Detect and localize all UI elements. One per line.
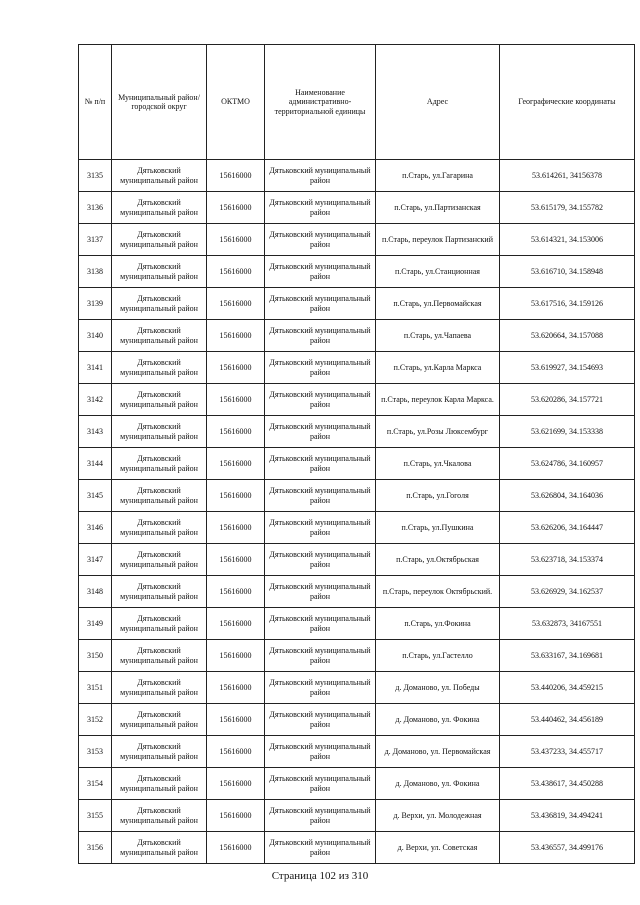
cell-adm-unit: Дятьковский муниципальный район <box>265 256 376 288</box>
cell-district: Дятьковский муниципальный район <box>112 736 207 768</box>
cell-num: 3142 <box>79 384 112 416</box>
header-district: Муниципальный район/городской округ <box>112 45 207 160</box>
cell-num: 3138 <box>79 256 112 288</box>
cell-adm-unit: Дятьковский муниципальный район <box>265 672 376 704</box>
table-row <box>79 416 635 448</box>
table-row <box>79 576 635 608</box>
table-row <box>79 672 635 704</box>
page-label: Страница <box>271 870 317 882</box>
cell-coords: 53.621699, 34.153338 <box>500 416 635 448</box>
table-row <box>79 224 635 256</box>
cell-num: 3151 <box>79 672 112 704</box>
of-label: из <box>338 870 350 882</box>
header-oktmo: ОКТМО <box>207 45 265 160</box>
cell-num: 3143 <box>79 416 112 448</box>
cell-adm-unit: Дятьковский муниципальный район <box>265 192 376 224</box>
cell-coords: 53.614261, 34156378 <box>500 160 635 192</box>
cell-oktmo: 15616000 <box>207 256 265 288</box>
cell-coords: 53.438617, 34.450288 <box>500 768 635 800</box>
cell-district: Дятьковский муниципальный район <box>112 416 207 448</box>
table-row <box>79 480 635 512</box>
cell-adm-unit: Дятьковский муниципальный район <box>265 480 376 512</box>
cell-num: 3155 <box>79 800 112 832</box>
cell-coords: 53.436819, 34.494241 <box>500 800 635 832</box>
cell-num: 3140 <box>79 320 112 352</box>
table-row <box>79 832 635 864</box>
table-row <box>79 320 635 352</box>
cell-adm-unit: Дятьковский муниципальный район <box>265 704 376 736</box>
cell-num: 3152 <box>79 704 112 736</box>
cell-coords: 53.437233, 34.455717 <box>500 736 635 768</box>
cell-num: 3149 <box>79 608 112 640</box>
cell-district: Дятьковский муниципальный район <box>112 224 207 256</box>
cell-coords: 53.440206, 34.459215 <box>500 672 635 704</box>
cell-district: Дятьковский муниципальный район <box>112 608 207 640</box>
cell-oktmo: 15616000 <box>207 320 265 352</box>
cell-coords: 53.632873, 34167551 <box>500 608 635 640</box>
cell-oktmo: 15616000 <box>207 608 265 640</box>
header-address: Адрес <box>376 45 500 160</box>
cell-district: Дятьковский муниципальный район <box>112 320 207 352</box>
cell-num: 3145 <box>79 480 112 512</box>
total-pages: 310 <box>351 870 369 882</box>
cell-oktmo: 15616000 <box>207 576 265 608</box>
table-row <box>79 704 635 736</box>
cell-district: Дятьковский муниципальный район <box>112 672 207 704</box>
cell-coords: 53.616710, 34.158948 <box>500 256 635 288</box>
cell-coords: 53.619927, 34.154693 <box>500 352 635 384</box>
header-coords: Географические координаты <box>500 45 635 160</box>
cell-coords: 53.626804, 34.164036 <box>500 480 635 512</box>
table-row <box>79 544 635 576</box>
cell-district: Дятьковский муниципальный район <box>112 480 207 512</box>
cell-oktmo: 15616000 <box>207 544 265 576</box>
cell-num: 3141 <box>79 352 112 384</box>
cell-num: 3146 <box>79 512 112 544</box>
table-row <box>79 448 635 480</box>
cell-adm-unit: Дятьковский муниципальный район <box>265 640 376 672</box>
cell-adm-unit: Дятьковский муниципальный район <box>265 768 376 800</box>
cell-address: п.Старь, ул.Карла Маркса <box>376 352 500 384</box>
table-row <box>79 800 635 832</box>
header-num: № п/п <box>79 45 112 160</box>
cell-address: п.Старь, ул.Партизанская <box>376 192 500 224</box>
cell-coords: 53.623718, 34.153374 <box>500 544 635 576</box>
cell-district: Дятьковский муниципальный район <box>112 640 207 672</box>
table-row <box>79 256 635 288</box>
cell-coords: 53.436557, 34.499176 <box>500 832 635 864</box>
cell-address: п.Старь, ул.Гоголя <box>376 480 500 512</box>
cell-num: 3135 <box>79 160 112 192</box>
cell-district: Дятьковский муниципальный район <box>112 160 207 192</box>
cell-coords: 53.626206, 34.164447 <box>500 512 635 544</box>
cell-address: п.Старь, ул.Станционная <box>376 256 500 288</box>
cell-num: 3150 <box>79 640 112 672</box>
cell-address: п.Старь, ул.Гастелло <box>376 640 500 672</box>
cell-num: 3156 <box>79 832 112 864</box>
cell-oktmo: 15616000 <box>207 416 265 448</box>
cell-district: Дятьковский муниципальный район <box>112 288 207 320</box>
cell-address: д. Доманово, ул. Фокина <box>376 704 500 736</box>
cell-coords: 53.617516, 34.159126 <box>500 288 635 320</box>
cell-district: Дятьковский муниципальный район <box>112 576 207 608</box>
cell-district: Дятьковский муниципальный район <box>112 256 207 288</box>
cell-coords: 53.620286, 34.157721 <box>500 384 635 416</box>
cell-oktmo: 15616000 <box>207 768 265 800</box>
cell-adm-unit: Дятьковский муниципальный район <box>265 512 376 544</box>
page-number: 102 <box>319 870 337 882</box>
cell-adm-unit: Дятьковский муниципальный район <box>265 160 376 192</box>
cell-address: д. Доманово, ул. Фокина <box>376 768 500 800</box>
cell-address: п.Старь, переулок Карла Маркса. <box>376 384 500 416</box>
cell-district: Дятьковский муниципальный район <box>112 544 207 576</box>
cell-coords: 53.620664, 34.157088 <box>500 320 635 352</box>
cell-coords: 53.633167, 34.169681 <box>500 640 635 672</box>
cell-adm-unit: Дятьковский муниципальный район <box>265 448 376 480</box>
table-header-row <box>79 45 635 160</box>
cell-oktmo: 15616000 <box>207 704 265 736</box>
cell-oktmo: 15616000 <box>207 160 265 192</box>
cell-address: п.Старь, ул.Гагарина <box>376 160 500 192</box>
table-row <box>79 608 635 640</box>
cell-oktmo: 15616000 <box>207 640 265 672</box>
cell-adm-unit: Дятьковский муниципальный район <box>265 224 376 256</box>
cell-district: Дятьковский муниципальный район <box>112 384 207 416</box>
cell-oktmo: 15616000 <box>207 288 265 320</box>
cell-num: 3153 <box>79 736 112 768</box>
cell-address: п.Старь, ул.Чкалова <box>376 448 500 480</box>
cell-district: Дятьковский муниципальный район <box>112 448 207 480</box>
table-row <box>79 640 635 672</box>
cell-coords: 53.624786, 34.160957 <box>500 448 635 480</box>
cell-adm-unit: Дятьковский муниципальный район <box>265 832 376 864</box>
cell-address: п.Старь, переулок Октябрьский. <box>376 576 500 608</box>
cell-coords: 53.614321, 34.153006 <box>500 224 635 256</box>
cell-district: Дятьковский муниципальный район <box>112 800 207 832</box>
cell-district: Дятьковский муниципальный район <box>112 832 207 864</box>
address-register-table <box>78 44 635 864</box>
cell-district: Дятьковский муниципальный район <box>112 704 207 736</box>
document-page <box>78 44 634 864</box>
cell-oktmo: 15616000 <box>207 224 265 256</box>
table-row <box>79 160 635 192</box>
cell-oktmo: 15616000 <box>207 448 265 480</box>
cell-oktmo: 15616000 <box>207 736 265 768</box>
cell-address: п.Старь, ул.Фокина <box>376 608 500 640</box>
cell-adm-unit: Дятьковский муниципальный район <box>265 608 376 640</box>
cell-num: 3144 <box>79 448 112 480</box>
cell-adm-unit: Дятьковский муниципальный район <box>265 320 376 352</box>
cell-num: 3147 <box>79 544 112 576</box>
cell-adm-unit: Дятьковский муниципальный район <box>265 544 376 576</box>
cell-coords: 53.615179, 34.155782 <box>500 192 635 224</box>
table-row <box>79 288 635 320</box>
cell-adm-unit: Дятьковский муниципальный район <box>265 352 376 384</box>
cell-num: 3139 <box>79 288 112 320</box>
table-row <box>79 512 635 544</box>
cell-address: д. Верхи, ул. Советская <box>376 832 500 864</box>
cell-oktmo: 15616000 <box>207 480 265 512</box>
cell-address: п.Старь, переулок Партизанский <box>376 224 500 256</box>
cell-oktmo: 15616000 <box>207 352 265 384</box>
cell-num: 3137 <box>79 224 112 256</box>
cell-adm-unit: Дятьковский муниципальный район <box>265 576 376 608</box>
cell-adm-unit: Дятьковский муниципальный район <box>265 736 376 768</box>
cell-address: п.Старь, ул.Первомайская <box>376 288 500 320</box>
cell-oktmo: 15616000 <box>207 384 265 416</box>
cell-num: 3154 <box>79 768 112 800</box>
cell-oktmo: 15616000 <box>207 800 265 832</box>
cell-district: Дятьковский муниципальный район <box>112 512 207 544</box>
table-row <box>79 768 635 800</box>
cell-adm-unit: Дятьковский муниципальный район <box>265 288 376 320</box>
cell-address: д. Верхи, ул. Молодежная <box>376 800 500 832</box>
cell-district: Дятьковский муниципальный район <box>112 768 207 800</box>
cell-oktmo: 15616000 <box>207 512 265 544</box>
cell-address: п.Старь, ул.Пушкина <box>376 512 500 544</box>
cell-address: п.Старь, ул.Октябрьская <box>376 544 500 576</box>
cell-num: 3136 <box>79 192 112 224</box>
cell-oktmo: 15616000 <box>207 192 265 224</box>
cell-address: д. Доманово, ул. Первомайская <box>376 736 500 768</box>
cell-address: п.Старь, ул.Чапаева <box>376 320 500 352</box>
table-row <box>79 736 635 768</box>
cell-oktmo: 15616000 <box>207 832 265 864</box>
cell-num: 3148 <box>79 576 112 608</box>
cell-coords: 53.440462, 34.456189 <box>500 704 635 736</box>
cell-oktmo: 15616000 <box>207 672 265 704</box>
cell-address: д. Доманово, ул. Победы <box>376 672 500 704</box>
cell-district: Дятьковский муниципальный район <box>112 352 207 384</box>
cell-adm-unit: Дятьковский муниципальный район <box>265 384 376 416</box>
table-row <box>79 192 635 224</box>
table-row <box>79 352 635 384</box>
cell-address: п.Старь, ул.Розы Люксембург <box>376 416 500 448</box>
cell-coords: 53.626929, 34.162537 <box>500 576 635 608</box>
cell-district: Дятьковский муниципальный район <box>112 192 207 224</box>
cell-adm-unit: Дятьковский муниципальный район <box>265 416 376 448</box>
cell-adm-unit: Дятьковский муниципальный район <box>265 800 376 832</box>
page-footer <box>0 870 640 882</box>
table-row <box>79 384 635 416</box>
header-adm-unit: Наименование административно-территориальной единицы <box>265 45 376 160</box>
